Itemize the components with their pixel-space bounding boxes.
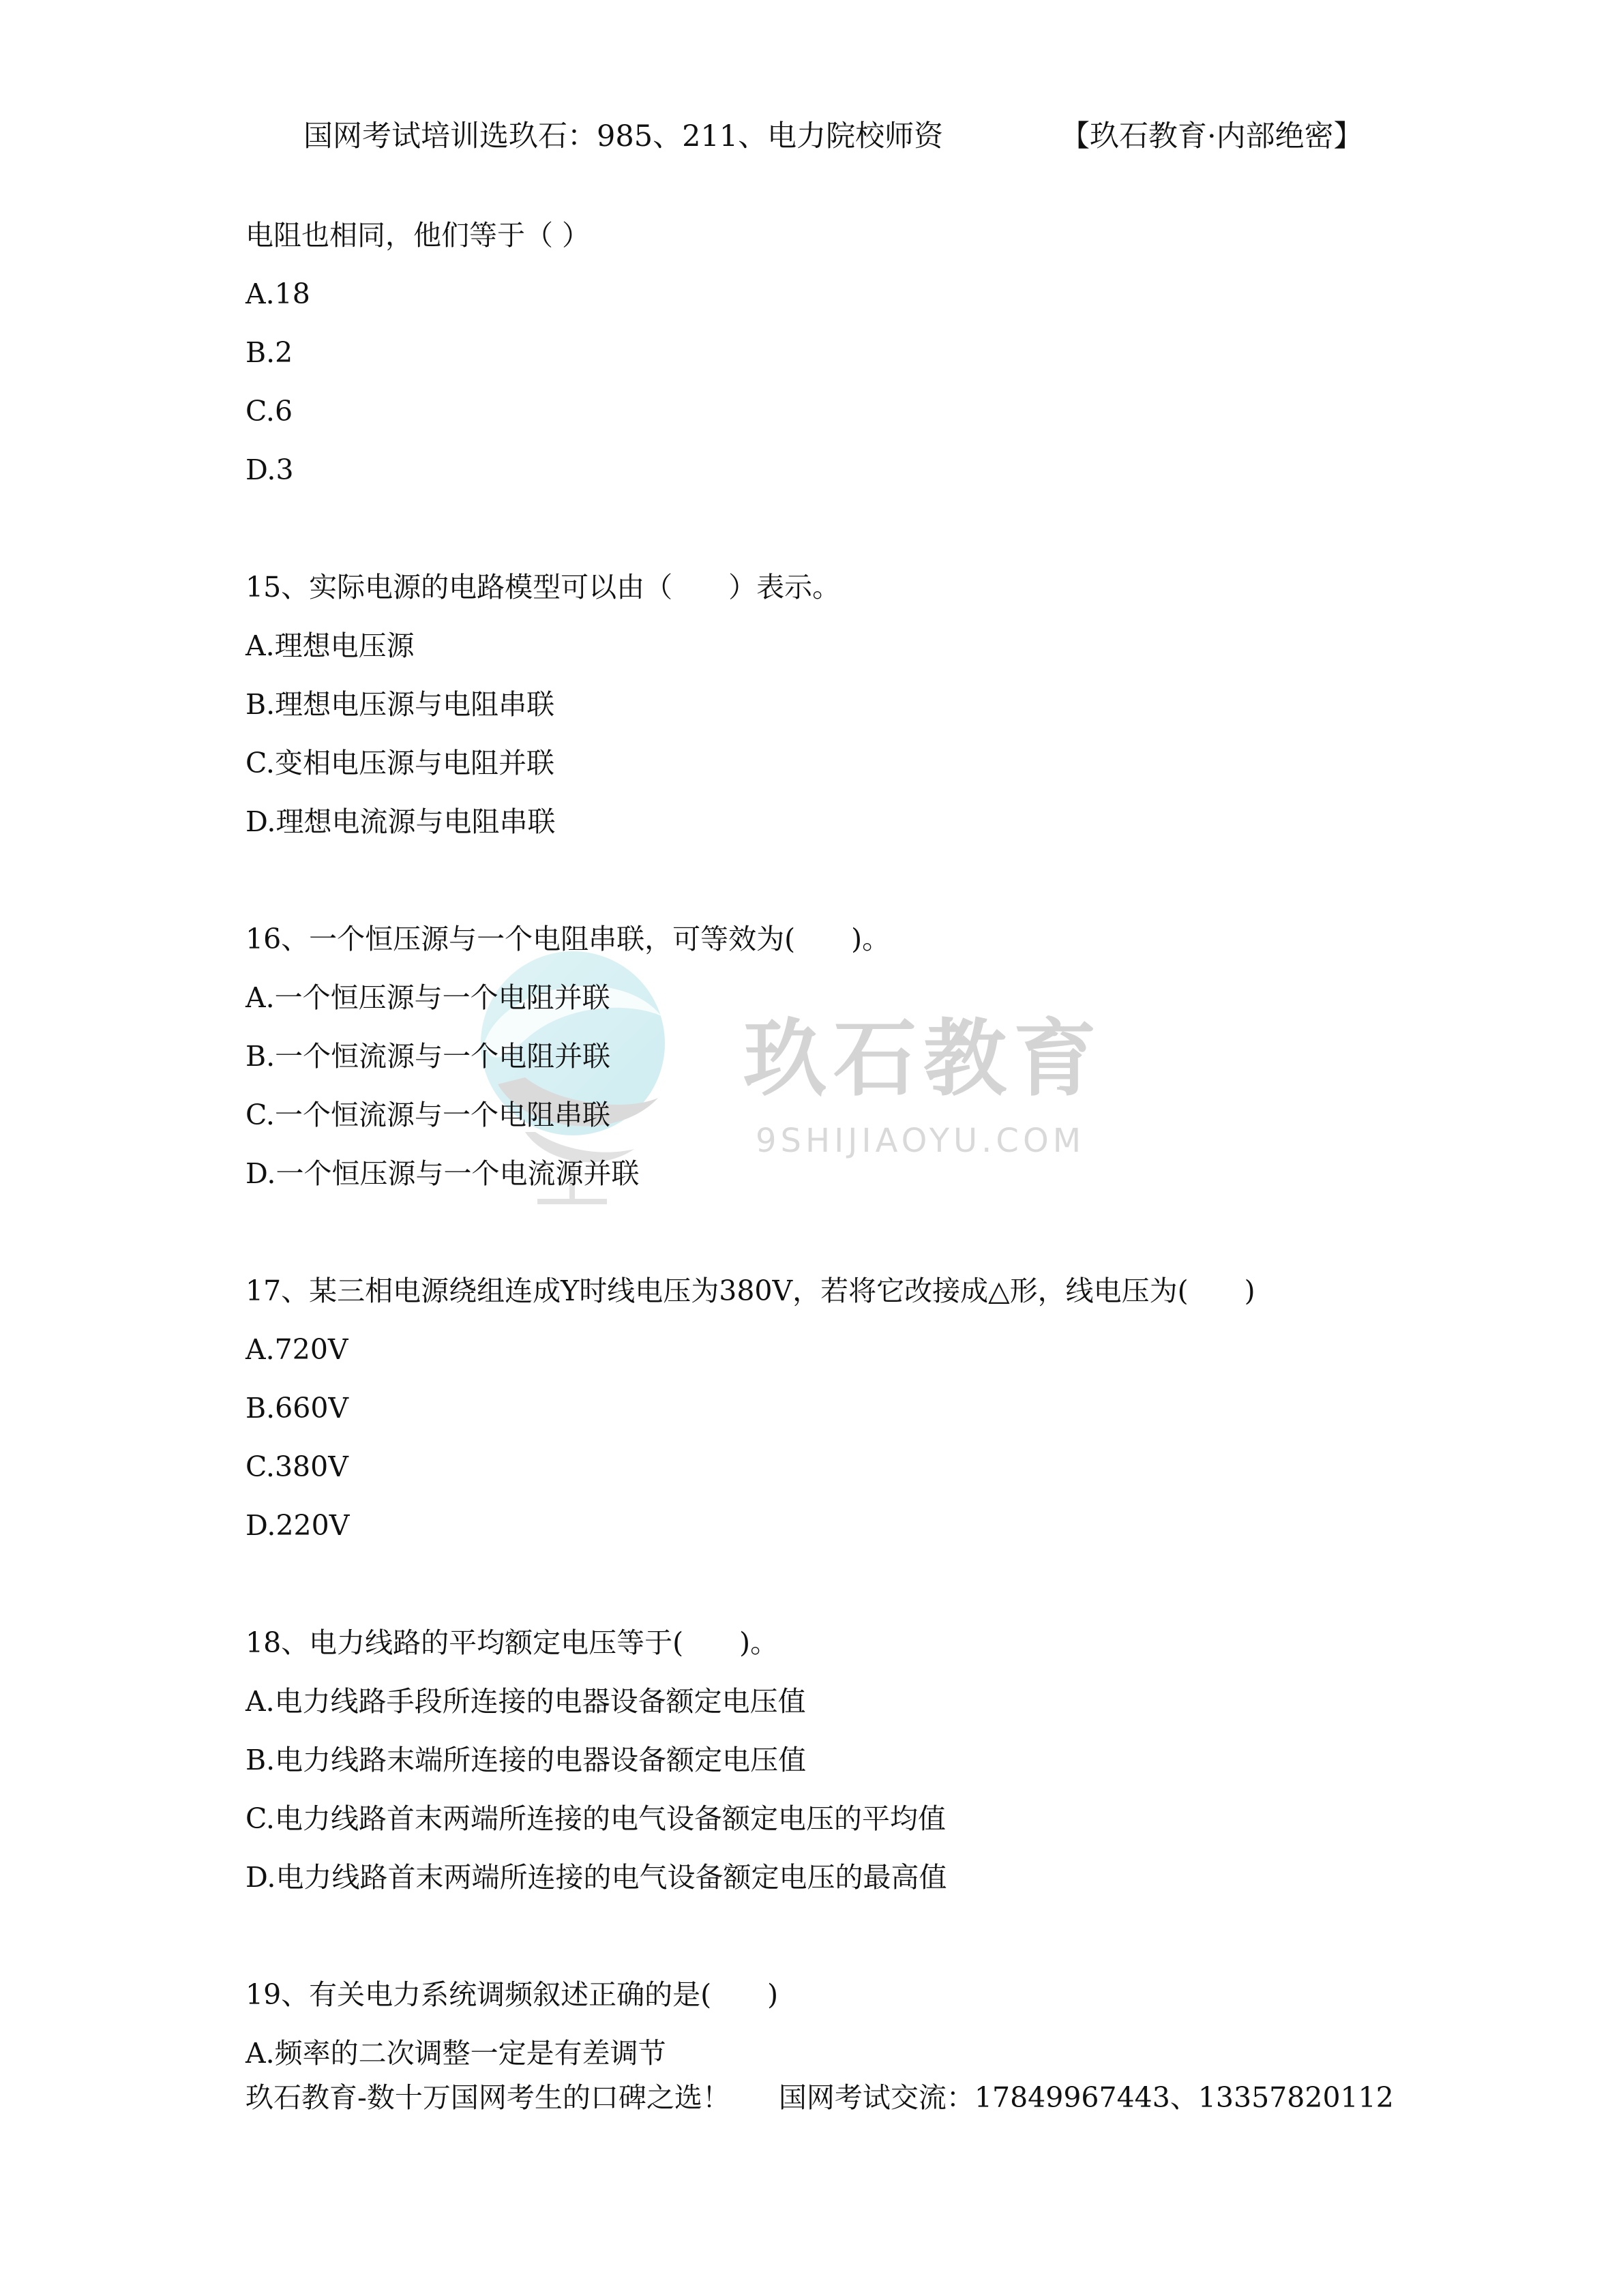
question-block <box>245 910 1405 1203</box>
block-gap <box>245 851 1405 910</box>
header-right-text: 【玖石教育·内部绝密】 <box>1060 119 1363 153</box>
question-line: 15、实际电源的电路模型可以由（ ）表示。 <box>245 571 841 603</box>
question-line: 19、有关电力系统调频叙述正确的是( ) <box>245 1978 779 2011</box>
question-block <box>245 558 1405 851</box>
option-line: A.理想电压源 <box>245 629 415 662</box>
question-block <box>245 1262 1405 1555</box>
footer <box>245 2078 1405 2117</box>
block-gap <box>245 1203 1405 1262</box>
option-line: A.频率的二次调整一定是有差调节 <box>245 2037 666 2070</box>
option-line: D.电力线路首末两端所连接的电气设备额定电压的最高值 <box>245 1861 947 1894</box>
option-line: B.理想电压源与电阻串联 <box>245 688 555 721</box>
watermark-cn-text: 玖石教育 <box>743 1011 1103 1107</box>
option-line: C.变相电压源与电阻并联 <box>245 747 554 779</box>
option-line: C.一个恒流源与一个电阻串联 <box>245 1099 610 1131</box>
header-left-text: 国网考试培训选玖石：985、211、电力院校师资 <box>303 119 944 153</box>
option-line: A.720V <box>245 1333 348 1366</box>
option-line: B.电力线路末端所连接的电器设备额定电压值 <box>245 1744 807 1776</box>
option-line: B.2 <box>245 336 293 369</box>
watermark-en-text: 9SHIJIAOYU.COM <box>756 1122 1086 1160</box>
option-line: D.3 <box>245 453 294 486</box>
question-block <box>245 1965 1405 2083</box>
option-line: A.18 <box>245 278 310 310</box>
option-line: D.一个恒压源与一个电流源并联 <box>245 1157 640 1190</box>
option-line: C.6 <box>245 395 293 428</box>
option-line: D.理想电流源与电阻串联 <box>245 805 556 838</box>
footer-left-text: 玖石教育-数十万国网考生的口碑之选！ <box>245 2081 730 2114</box>
question-block <box>245 206 1405 499</box>
question-line: 电阻也相同，他们等于（ ） <box>245 219 591 252</box>
question-block <box>245 1613 1405 1907</box>
question-line: 16、一个恒压源与一个电阻串联，可等效为( )。 <box>245 923 891 955</box>
option-line: C.380V <box>245 1450 348 1483</box>
block-gap <box>245 1555 1405 1613</box>
question-content <box>245 206 1405 2083</box>
option-line: A.一个恒压源与一个电阻并联 <box>245 981 610 1014</box>
option-line: D.220V <box>245 1509 350 1542</box>
option-line: B.660V <box>245 1392 349 1425</box>
question-line: 17、某三相电源绕组连成Y时线电压为380V，若将它改接成△形，线电压为( ) <box>245 1274 1255 1307</box>
option-line: A.电力线路手段所连接的电器设备额定电压值 <box>245 1685 806 1718</box>
option-line: C.电力线路首末两端所连接的电气设备额定电压的平均值 <box>245 1802 946 1835</box>
question-line: 18、电力线路的平均额定电压等于( )。 <box>245 1626 779 1659</box>
option-line: B.一个恒流源与一个电阻并联 <box>245 1040 611 1073</box>
block-gap <box>245 1907 1405 1965</box>
footer-right-text: 国网考试交流：17849967443、13357820112 <box>778 2081 1394 2114</box>
block-gap <box>245 499 1405 558</box>
